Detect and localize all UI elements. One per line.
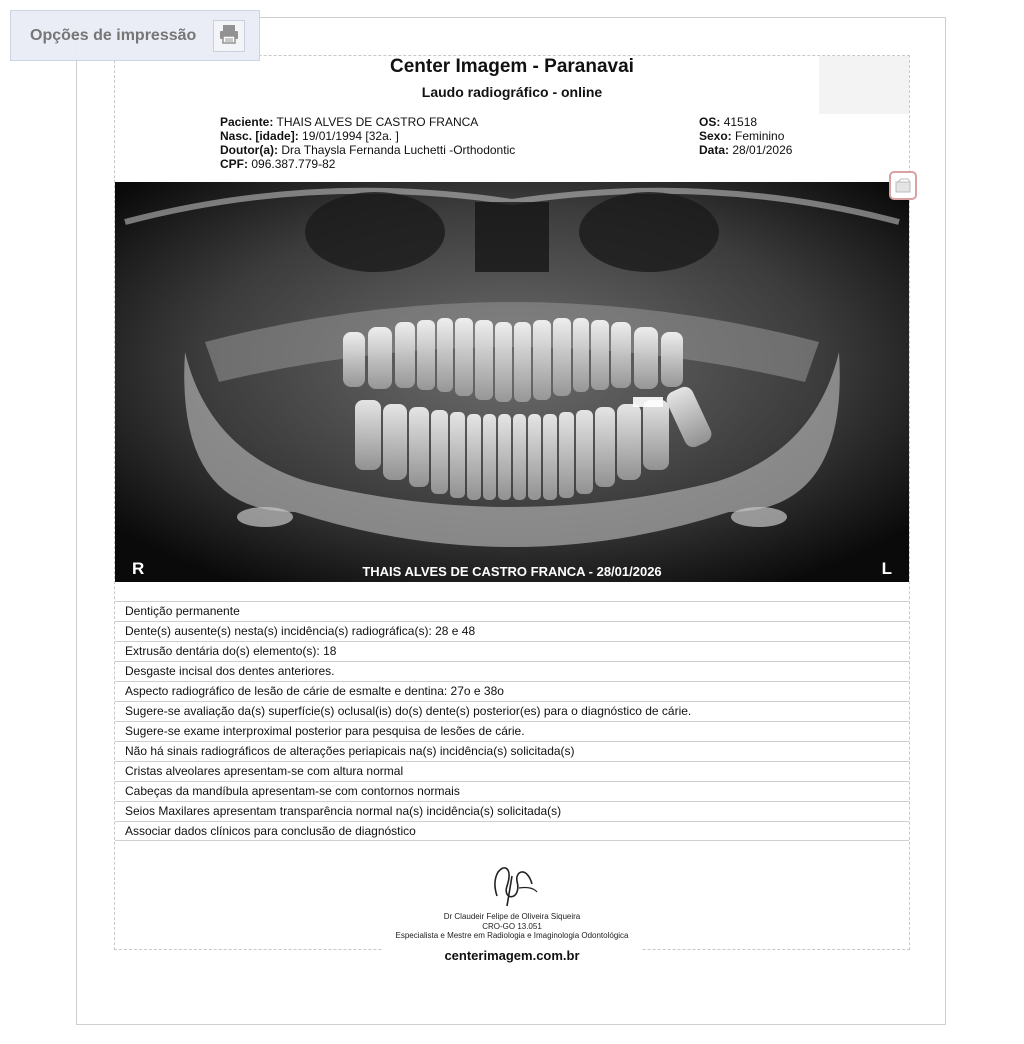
patient-cpf: 096.387.779-82 (251, 157, 336, 171)
signature-block (115, 856, 909, 941)
handwritten-signature (477, 856, 547, 912)
finding-item: Desgaste incisal dos dentes anteriores. (115, 661, 909, 681)
print-options-label: Opções de impressão (30, 27, 197, 44)
footer-website: centerimagem.com.br (382, 948, 642, 963)
patient-name: THAIS ALVES DE CASTRO FRANCA (276, 115, 479, 129)
patient-name-row: Paciente: THAIS ALVES DE CASTRO FRANCA (220, 115, 479, 129)
patient-birth: 19/01/1994 [32a. ] (302, 129, 399, 143)
signer-cro: CRO-GO 13.051 (482, 921, 542, 931)
exam-date: 28/01/2026 (732, 143, 793, 157)
xray-right-marker: R (132, 559, 145, 578)
report-subtitle: Laudo radiográfico - online (421, 84, 603, 100)
finding-item: Cabeças da mandíbula apresentam-se com contornos normais (115, 781, 909, 801)
date-row: Data: 28/01/2026 (699, 143, 793, 157)
clinic-title: Center Imagem - Paranavai (390, 56, 634, 77)
xray-caption: THAIS ALVES DE CASTRO FRANCA - 28/01/2026 (362, 564, 662, 579)
edit-image-icon[interactable] (889, 171, 917, 200)
finding-item: Extrusão dentária do(s) elemento(s): 18 (115, 641, 909, 661)
print-button[interactable] (213, 20, 245, 52)
sex-row: Sexo: Feminino (699, 129, 785, 143)
xray-left-marker: L (881, 559, 892, 578)
signer-name: Dr Claudeir Felipe de Oliveira Siqueira (443, 912, 581, 921)
printer-icon (218, 23, 240, 50)
os-row: OS: 41518 (699, 115, 758, 129)
patient-info-right (699, 115, 792, 157)
finding-item: Dentição permanente (115, 601, 909, 621)
finding-item: Seios Maxilares apresentam transparência normal na(s) incidência(s) solicitada(s) (115, 801, 909, 821)
birth-row: Nasc. [idade]: 19/01/1994 [32a. ] (220, 129, 399, 143)
panoramic-xray-image[interactable] (115, 182, 909, 582)
findings-list (115, 601, 909, 841)
signer-title: Especialista e Mestre em Radiologia e Imaginologia Odontológica (395, 931, 629, 940)
finding-item: Sugere-se avaliação da(s) superfície(s) oclusal(is) do(s) dente(s) posterior(es) para o diagnóstico de cárie. (115, 701, 909, 721)
os-number: 41518 (723, 115, 758, 129)
report-sheet (114, 55, 910, 950)
finding-item: Dente(s) ausente(s) nesta(s) incidência(s) radiográfica(s): 28 e 48 (115, 621, 909, 641)
cpf-row: CPF: 096.387.779-82 (220, 157, 336, 171)
finding-item: Aspecto radiográfico de lesão de cárie de esmalte e dentina: 27o e 38o (115, 681, 909, 701)
finding-item: Sugere-se exame interproximal posterior para pesquisa de lesões de cárie. (115, 721, 909, 741)
finding-item: Não há sinais radiográficos de alterações periapicais na(s) incidência(s) solicitada(s) (115, 741, 909, 761)
doctor-name: Dra Thaysla Fernanda Luchetti -Orthodontic (281, 143, 516, 157)
patient-info-left (220, 115, 515, 171)
finding-item: Cristas alveolares apresentam-se com altura normal (115, 761, 909, 781)
finding-item: Associar dados clínicos para conclusão de diagnóstico (115, 821, 909, 841)
patient-sex: Feminino (735, 129, 785, 143)
doctor-row: Doutor(a): Dra Thaysla Fernanda Luchetti -Orthodontic (220, 143, 516, 157)
print-options-panel[interactable] (10, 10, 260, 61)
